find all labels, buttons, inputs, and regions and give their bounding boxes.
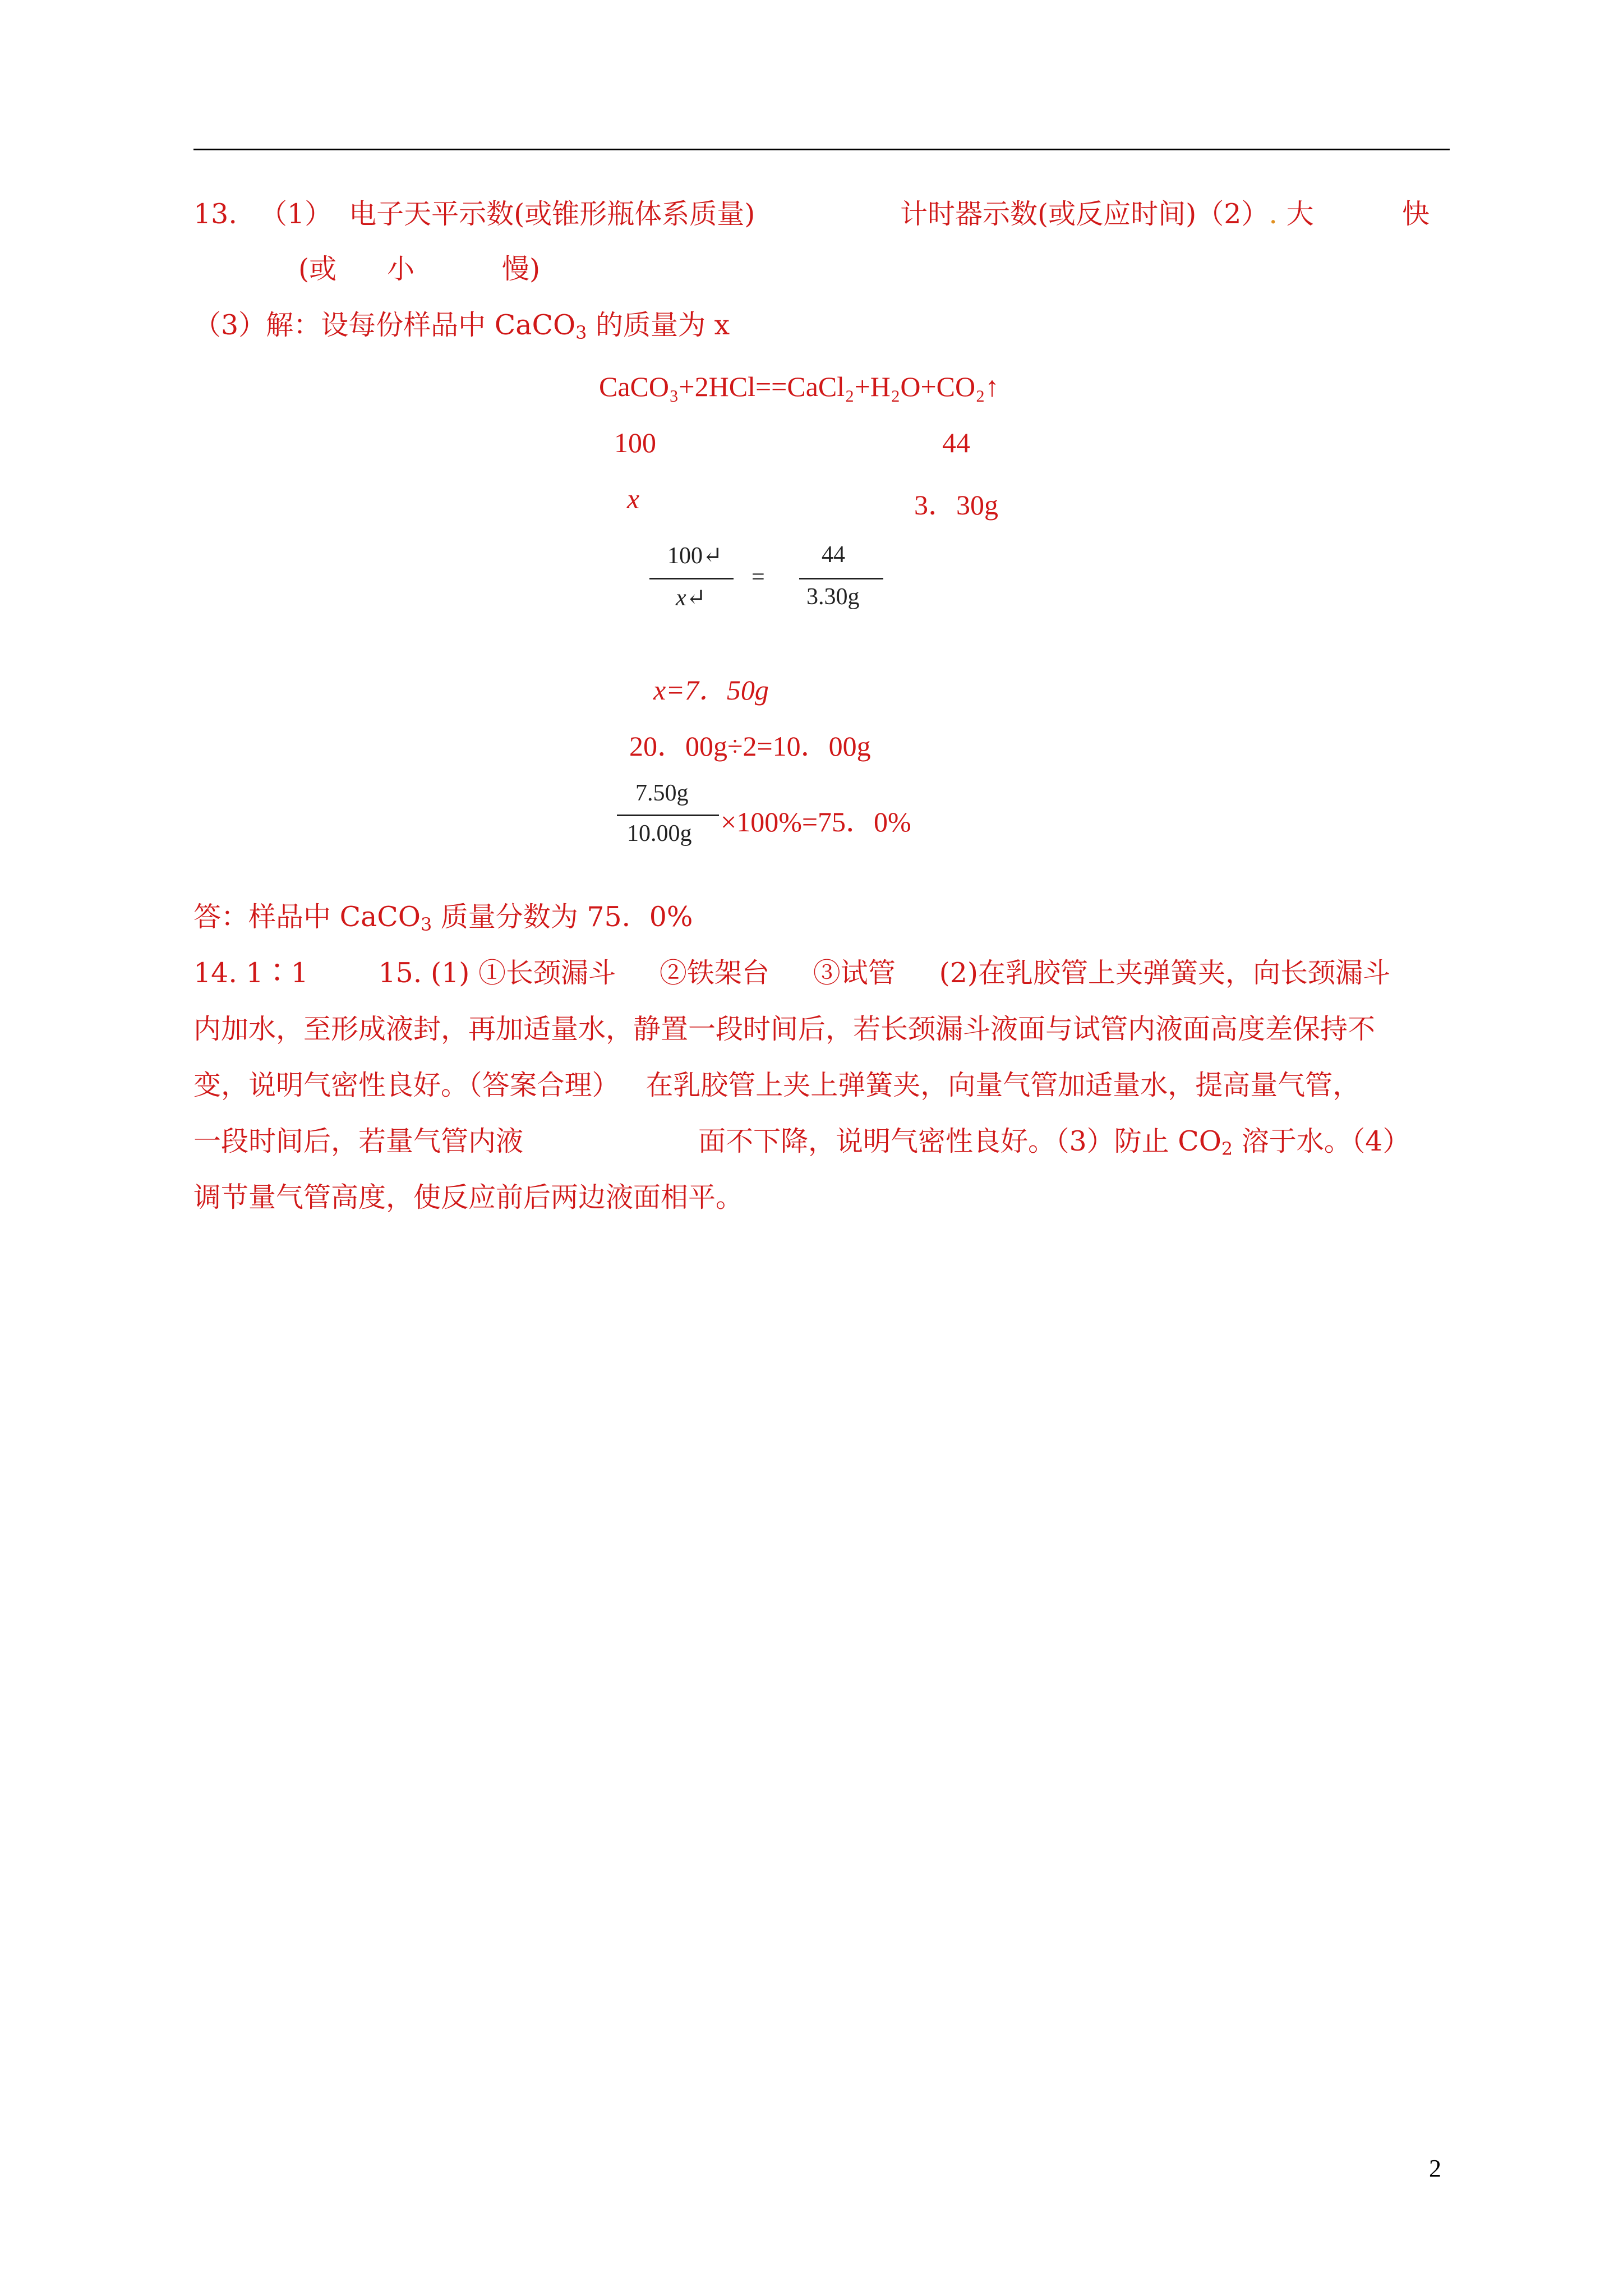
frac3-bar bbox=[617, 815, 719, 816]
header-rule bbox=[193, 149, 1450, 150]
frac-equals: = bbox=[751, 564, 765, 590]
q13-or: (或 bbox=[298, 253, 337, 285]
q15-line3: 变，说明气密性良好。（答案合理） 在乳胶管上夹上弹簧夹，向量气管加适量水，提高量气管， bbox=[193, 1069, 1361, 1101]
val-right: 3．30g bbox=[914, 489, 998, 521]
page-number: 2 bbox=[1429, 2155, 1441, 2182]
result-x: x=7．50g bbox=[653, 674, 769, 706]
frac1-bar bbox=[649, 578, 734, 579]
percent-result: ×100%=75．0% bbox=[721, 806, 911, 838]
q13-fast: 快 bbox=[1402, 198, 1430, 230]
frac1-denominator: x↵ bbox=[676, 585, 706, 611]
frac2-numerator: 44 bbox=[822, 542, 845, 568]
molar-mass-left: 100 bbox=[614, 427, 656, 458]
q13-small: 小 bbox=[387, 253, 415, 285]
q15-line5: 调节量气管高度，使反应前后两边液面相平。 bbox=[193, 1181, 744, 1213]
frac2-bar bbox=[799, 578, 883, 579]
q15-line4b: 面不下降，说明气密性良好。（3）防止 $CO_2$ 溶于水。（4） bbox=[698, 1125, 1410, 1159]
division-line: 20．00g÷2=10．00g bbox=[629, 730, 871, 762]
q13-line1: 13. （1） 电子天平示数(或锥形瓶体系质量) bbox=[193, 198, 755, 230]
q13-slow: 慢) bbox=[502, 253, 541, 285]
q14-15-line1: 14. 1∶1 15. (1) ①长颈漏斗 ②铁架台 ③试管 (2)在乳胶管上夹弹簧夹，向长颈漏斗 bbox=[193, 957, 1390, 989]
answer-line: 答：样品中 CaCO$_3$ 质量分数为 75．0% bbox=[193, 901, 693, 935]
q13-line1-b: 计时器示数(或反应时间)（2）. 大 bbox=[900, 198, 1314, 230]
chemical-equation: CaCO₃+2HCl==CaCl₂+H₂O+CO₂↑ bbox=[599, 371, 999, 402]
frac3-denominator: 10.00g bbox=[627, 821, 692, 846]
molar-mass-right: 44 bbox=[942, 427, 970, 458]
frac3-numerator: 7.50g bbox=[635, 780, 689, 806]
frac2-denominator: 3.30g bbox=[806, 584, 860, 610]
q15-line2: 内加水，至形成液封，再加适量水，静置一段时间后，若长颈漏斗液面与试管内液面高度差保持不 bbox=[193, 1013, 1376, 1045]
frac1-numerator: 100↵ bbox=[667, 543, 723, 569]
q15-line4a: 一段时间后，若量气管内液 bbox=[193, 1125, 524, 1157]
var-left: x bbox=[627, 483, 640, 514]
q13-part3: （3）解：设每份样品中 CaCO$_3$ 的质量为 x bbox=[193, 309, 730, 343]
